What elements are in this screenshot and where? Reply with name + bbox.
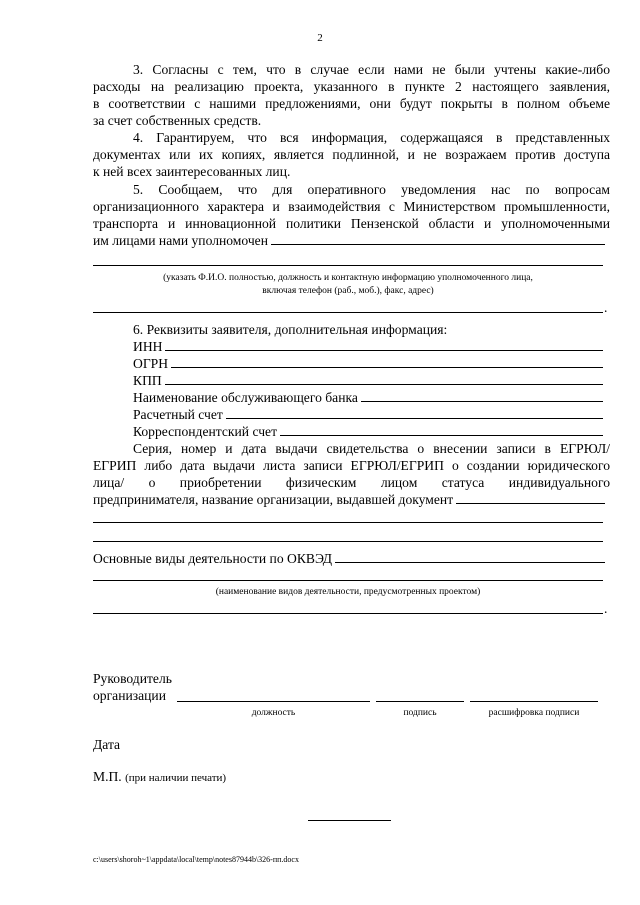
bank-field[interactable] bbox=[361, 390, 603, 402]
period-mark: . bbox=[604, 300, 608, 315]
contact-hint-line-2: включая телефон (раб., моб.), факс, адрес) bbox=[262, 286, 434, 296]
account-row bbox=[133, 407, 603, 423]
para3-line-1: 3. Согласны с тем, что в случае если нами не были учтены какие-либо bbox=[133, 62, 610, 77]
para4-line-1: 4. Гарантируем, что вся информация, содержащаяся в представленных bbox=[133, 130, 610, 145]
certificate-field-2[interactable] bbox=[93, 522, 603, 523]
certificate-row bbox=[93, 492, 605, 508]
section6-title: 6. Реквизиты заявителя, дополнительная информация: bbox=[133, 322, 448, 337]
okved-field[interactable] bbox=[335, 551, 605, 563]
signature-field[interactable] bbox=[376, 701, 464, 702]
para5-line-4: им лицами нами уполномочен bbox=[93, 233, 268, 248]
inn-row bbox=[133, 339, 603, 355]
okved-field-3[interactable] bbox=[93, 613, 603, 614]
account-field[interactable] bbox=[226, 407, 603, 419]
okved-hint: (наименование видов деятельности, предусмотренных проектом) bbox=[215, 587, 481, 597]
signature-decode-field[interactable] bbox=[470, 701, 598, 702]
para5-line-1: 5. Сообщаем, что для оперативного уведомления нас по вопросам bbox=[133, 182, 610, 197]
closing-rule bbox=[308, 820, 391, 821]
okved-label: Основные виды деятельности по ОКВЭД bbox=[93, 551, 333, 566]
head-label-line-2: организации bbox=[93, 688, 166, 703]
kpp-field[interactable] bbox=[165, 373, 603, 385]
ogrn-field[interactable] bbox=[171, 356, 603, 368]
position-caption: должность bbox=[251, 708, 296, 718]
inn-label: ИНН bbox=[133, 339, 163, 354]
contact-info-field[interactable] bbox=[93, 312, 603, 313]
kpp-label: КПП bbox=[133, 373, 162, 388]
authorized-person-field[interactable] bbox=[271, 233, 605, 245]
position-field[interactable] bbox=[177, 701, 370, 702]
kpp-row bbox=[133, 373, 603, 389]
para4-line-2: документах или их копиях, является подлинной, и не возражаем против доступа bbox=[93, 147, 610, 162]
head-label-line-1: Руководитель bbox=[93, 671, 172, 686]
corr-account-field[interactable] bbox=[280, 424, 603, 436]
authorized-person-field-2[interactable] bbox=[93, 265, 603, 266]
account-label: Расчетный счет bbox=[133, 407, 223, 422]
okved-row bbox=[93, 551, 605, 567]
corr-account-row bbox=[133, 424, 603, 440]
corr-account-label: Корреспондентский счет bbox=[133, 424, 278, 439]
para4-line-3: к ней всех заинтересованных лиц. bbox=[93, 164, 291, 179]
para5-line-2: организационного характера и взаимодействия с Министерством промышленности, bbox=[93, 199, 610, 214]
okved-field-2[interactable] bbox=[93, 580, 603, 581]
signature-caption: подпись bbox=[403, 708, 437, 718]
certificate-line-3: лица/ о приобретении физическим лицом статуса индивидуального bbox=[93, 475, 610, 490]
ogrn-row bbox=[133, 356, 603, 372]
footer-file-path: c:\users\shoroh~1\appdata\local\temp\notes87944b\326-пп.docx bbox=[93, 855, 299, 864]
stamp-label: М.П. bbox=[93, 769, 122, 784]
date-label: Дата bbox=[93, 737, 121, 752]
para3-line-3: в соответствии с нашими предложениями, они будут покрыты в полном объеме bbox=[93, 96, 610, 111]
para3-line-4: за счет собственных средств. bbox=[93, 113, 262, 128]
period-mark-2: . bbox=[604, 601, 608, 616]
contact-hint-line-1: (указать Ф.И.О. полностью, должность и контактную информацию уполномоченного лица, bbox=[163, 273, 533, 283]
bank-row bbox=[133, 390, 603, 406]
certificate-line-2: ЕГРИП либо дата выдачи листа записи ЕГРЮЛ/ЕГРИП о создании юридического bbox=[93, 458, 610, 473]
inn-field[interactable] bbox=[165, 339, 603, 351]
certificate-field[interactable] bbox=[456, 492, 605, 504]
ogrn-label: ОГРН bbox=[133, 356, 169, 371]
para3-line-2: расходы на реализацию проекта, указанного в пункте 2 настоящего заявления, bbox=[93, 79, 610, 94]
para5-line-3: транспорта и инновационной политики Пензенской области и уполномоченными bbox=[93, 216, 610, 231]
stamp-note: (при наличии печати) bbox=[125, 772, 227, 784]
certificate-field-3[interactable] bbox=[93, 541, 603, 542]
certificate-line-1: Серия, номер и дата выдачи свидетельства о внесении записи в ЕГРЮЛ/ bbox=[133, 441, 610, 456]
certificate-line-4: предпринимателя, название организации, выдавшей документ bbox=[93, 492, 454, 507]
page-number: 2 bbox=[317, 32, 323, 44]
stamp-block bbox=[93, 769, 226, 785]
decode-caption: расшифровка подписи bbox=[488, 708, 580, 718]
bank-label: Наименование обслуживающего банка bbox=[133, 390, 358, 405]
authorized-person-row bbox=[93, 233, 605, 249]
